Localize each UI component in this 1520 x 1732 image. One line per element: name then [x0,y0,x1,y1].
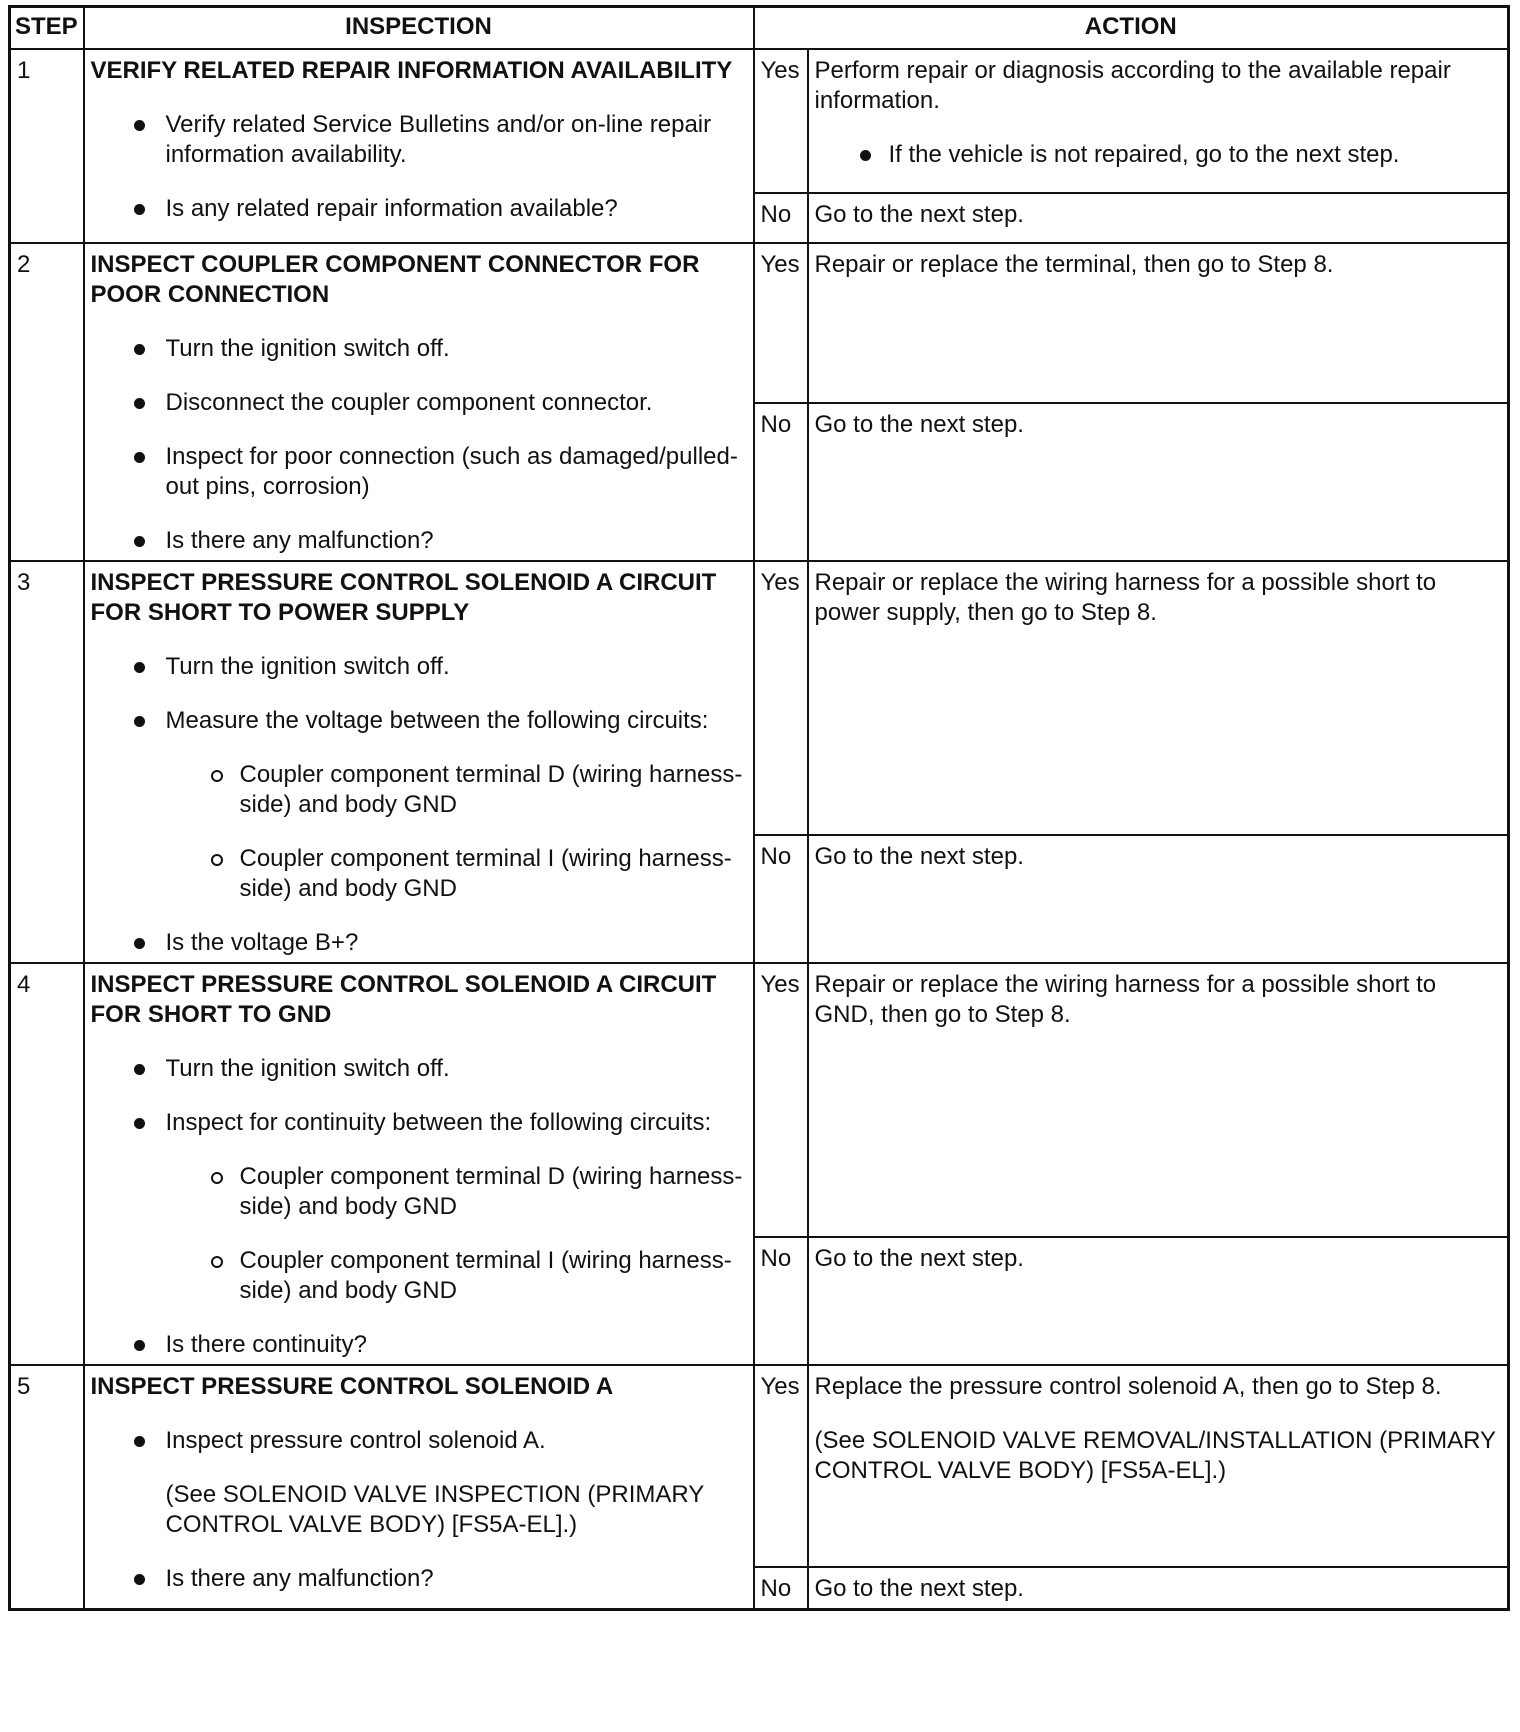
no-action: Go to the next step. [808,835,1509,963]
list-item: Is the voltage B+? [91,928,747,958]
yes-action: Perform repair or diagnosis according to the available repair information. [814,57,1451,114]
no-label: No [754,403,808,561]
table-row [10,561,1509,835]
header-step: STEP [10,7,84,50]
action-list [815,140,1502,170]
table-row [10,49,1509,193]
sub-list-item: Coupler component terminal I (wiring harness-side) and body GND [166,844,747,904]
list-item: Disconnect the coupler component connector. [91,388,747,418]
yes-action: Repair or replace the wiring harness for a possible short to power supply, then go to Step 8. [808,561,1509,835]
inspection-cell [84,561,754,963]
list-item: Turn the ignition switch off. [91,334,747,364]
list-item: Verify related Service Bulletins and/or on-line repair information availability. [91,110,747,170]
list-item: Inspect pressure control solenoid A. (See SOLENOID VALVE INSPECTION (PRIMARY CONTROL VALVE BODY) [FS5A-EL].) [91,1426,747,1540]
diagnostic-table [8,5,1510,1611]
list-item: Is there continuity? [91,1330,747,1360]
header-action: ACTION [754,7,1509,50]
no-action: Go to the next step. [808,1237,1509,1365]
inspection-cell [84,1365,754,1610]
inspection-list [91,1054,747,1360]
yes-label: Yes [754,963,808,1237]
table-header-row [10,7,1509,50]
inspection-cell [84,963,754,1365]
table-row [10,963,1509,1237]
no-label: No [754,1567,808,1610]
inspection-cell [84,243,754,561]
inspection-list [91,652,747,958]
table-row [10,1365,1509,1567]
list-item: Turn the ignition switch off. [91,652,747,682]
step-title: INSPECT PRESSURE CONTROL SOLENOID A [90,1373,614,1400]
step-title: INSPECT PRESSURE CONTROL SOLENOID A CIRCUIT FOR SHORT TO GND [90,971,717,1028]
inspection-list [91,110,747,224]
sub-list-item: Coupler component terminal I (wiring harness-side) and body GND [166,1246,747,1306]
step-number: 5 [10,1365,84,1610]
step-number: 2 [10,243,84,561]
header-inspection: INSPECTION [84,7,754,50]
inspection-list [91,1426,747,1594]
no-action: Go to the next step. [808,1567,1509,1610]
yes-label: Yes [754,243,808,403]
yes-action-cell [808,49,1509,193]
no-label: No [754,193,808,243]
step-title: VERIFY RELATED REPAIR INFORMATION AVAILABILITY [90,57,733,84]
yes-action: Repair or replace the wiring harness for a possible short to GND, then go to Step 8. [808,963,1509,1237]
step-number: 3 [10,561,84,963]
step-number: 1 [10,49,84,243]
yes-action: Repair or replace the terminal, then go to Step 8. [808,243,1509,403]
list-item: Turn the ignition switch off. [91,1054,747,1084]
list-item: Inspect for continuity between the following circuits: Coupler component terminal D (wiring harness-side) and body GND Coupler component terminal I (wiring harness-side) and body GND [91,1108,747,1306]
list-item: Measure the voltage between the following circuits: Coupler component terminal D (wiring harness-side) and body GND Coupler component terminal I (wiring harness-side) and body GND [91,706,747,904]
sub-list [166,760,747,904]
list-item: Inspect for poor connection (such as damaged/pulled-out pins, corrosion) [91,442,747,502]
step-title: INSPECT COUPLER COMPONENT CONNECTOR FOR POOR CONNECTION [90,251,700,308]
yes-label: Yes [754,1365,808,1567]
inspection-list [91,334,747,556]
list-item: Is any related repair information available? [91,194,747,224]
list-item: Is there any malfunction? [91,1564,747,1594]
sub-list [166,1162,747,1306]
inspection-cell [84,49,754,243]
no-action: Go to the next step. [808,193,1509,243]
reference-note: (See SOLENOID VALVE REMOVAL/INSTALLATION (PRIMARY CONTROL VALVE BODY) [FS5A-EL].) [814,1427,1496,1484]
yes-action-cell [808,1365,1509,1567]
no-label: No [754,835,808,963]
yes-label: Yes [754,49,808,193]
step-number: 4 [10,963,84,1365]
list-item: Is there any malfunction? [91,526,747,556]
no-action: Go to the next step. [808,403,1509,561]
reference-note: (See SOLENOID VALVE INSPECTION (PRIMARY CONTROL VALVE BODY) [FS5A-EL].) [165,1481,704,1538]
diagnostic-procedure [8,5,1507,1611]
list-item: If the vehicle is not repaired, go to the next step. [815,140,1502,170]
sub-list-item: Coupler component terminal D (wiring harness-side) and body GND [166,1162,747,1222]
sub-list-item: Coupler component terminal D (wiring harness-side) and body GND [166,760,747,820]
step-title: INSPECT PRESSURE CONTROL SOLENOID A CIRCUIT FOR SHORT TO POWER SUPPLY [90,569,717,626]
no-label: No [754,1237,808,1365]
yes-action: Replace the pressure control solenoid A, then go to Step 8. [814,1373,1442,1400]
table-row [10,243,1509,403]
yes-label: Yes [754,561,808,835]
